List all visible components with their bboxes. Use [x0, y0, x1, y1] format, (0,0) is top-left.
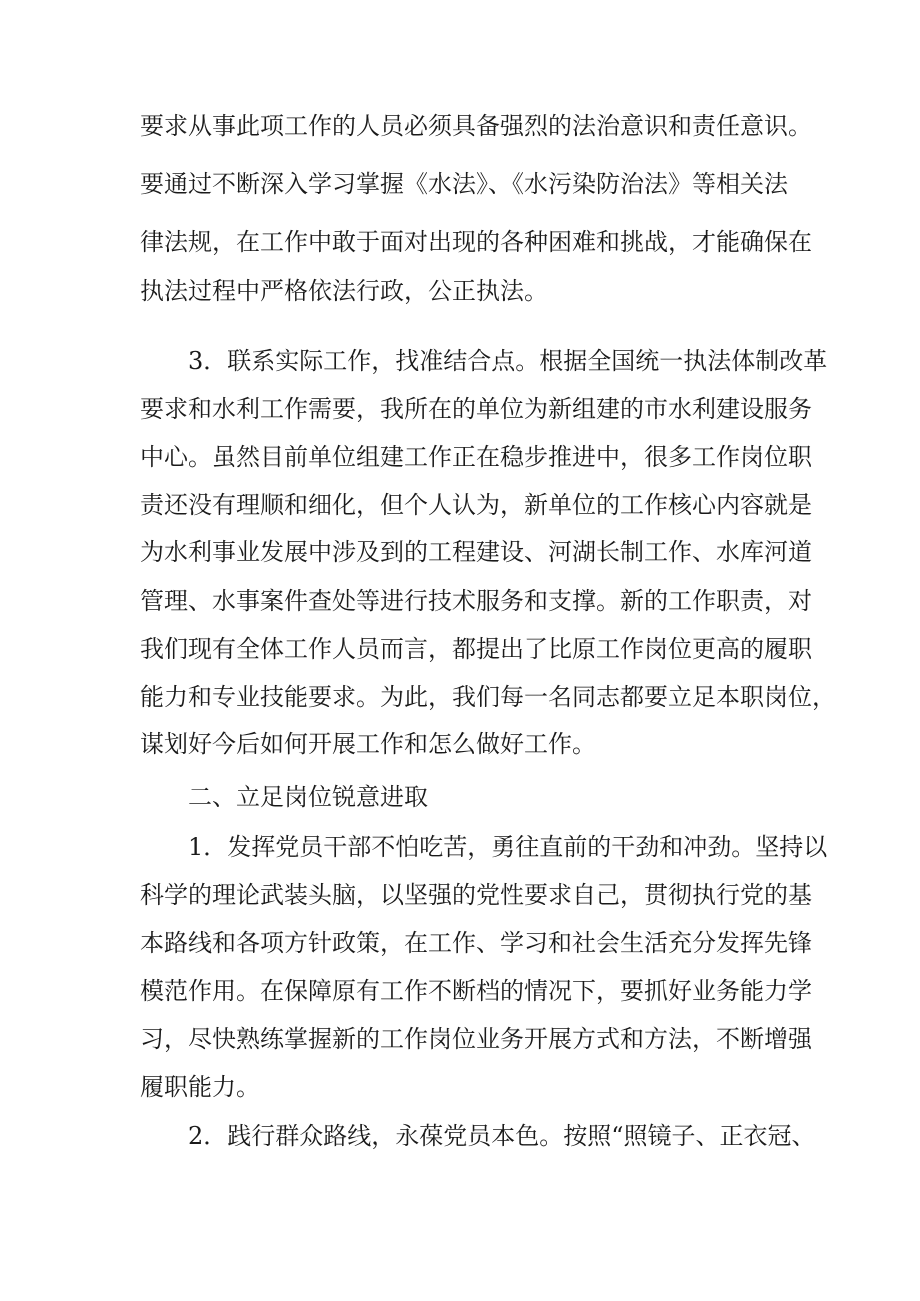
text-line-11: 我们现有全体工作人员而言，都提出了比原工作岗位更高的履职: [140, 635, 812, 663]
text-line-20: 2．践行群众路线，永葆党员本色。按照“照镜子、正衣冠、: [188, 1122, 816, 1150]
text-line-19: 履职能力。: [140, 1073, 260, 1101]
text-line-12: 能力和专业技能要求。为此，我们每一名同志都要立足本职岗位，: [140, 683, 836, 711]
section-heading: 二、立足岗位锐意进取: [188, 783, 428, 811]
text-line-4: 执法过程中严格依法行政，公正执法。: [140, 277, 548, 305]
text-line-2: 要通过不断深入学习掌握《水法》、《水污染防治法》等相关法: [140, 170, 788, 198]
text-line-6: 要求和水利工作需要，我所在的单位为新组建的市水利建设服务: [140, 395, 812, 423]
text-line-3: 律法规，在工作中敢于面对出现的各种困难和挑战，才能确保在: [140, 228, 812, 256]
text-line-16: 本路线和各项方针政策，在工作、学习和社会生活充分发挥先锋: [140, 929, 812, 957]
text-line-18: 习，尽快熟练掌握新的工作岗位业务开展方式和方法，不断增强: [140, 1025, 812, 1053]
text-line-13: 谋划好今后如何开展工作和怎么做好工作。: [140, 730, 596, 758]
text-line-9: 为水利事业发展中涉及到的工程建设、河湖长制工作、水库河道: [140, 538, 812, 566]
text-line-17: 模范作用。在保障原有工作不断档的情况下，要抓好业务能力学: [140, 977, 812, 1005]
text-line-8: 责还没有理顺和细化，但个人认为，新单位的工作核心内容就是: [140, 491, 812, 519]
text-line-15: 科学的理论武装头脑，以坚强的党性要求自己，贯彻执行党的基: [140, 881, 812, 909]
text-line-7: 中心。虽然目前单位组建工作正在稳步推进中，很多工作岗位职: [140, 443, 812, 471]
text-line-10: 管理、水事案件查处等进行技术服务和支撑。新的工作职责，对: [140, 587, 812, 615]
text-line-5: 3．联系实际工作，找准结合点。根据全国统一执法体制改革: [188, 347, 828, 375]
text-line-14: 1．发挥党员干部不怕吃苦，勇往直前的干劲和冲劲。坚持以: [188, 833, 828, 861]
text-line-1: 要求从事此项工作的人员必须具备强烈的法治意识和责任意识。: [140, 112, 812, 140]
